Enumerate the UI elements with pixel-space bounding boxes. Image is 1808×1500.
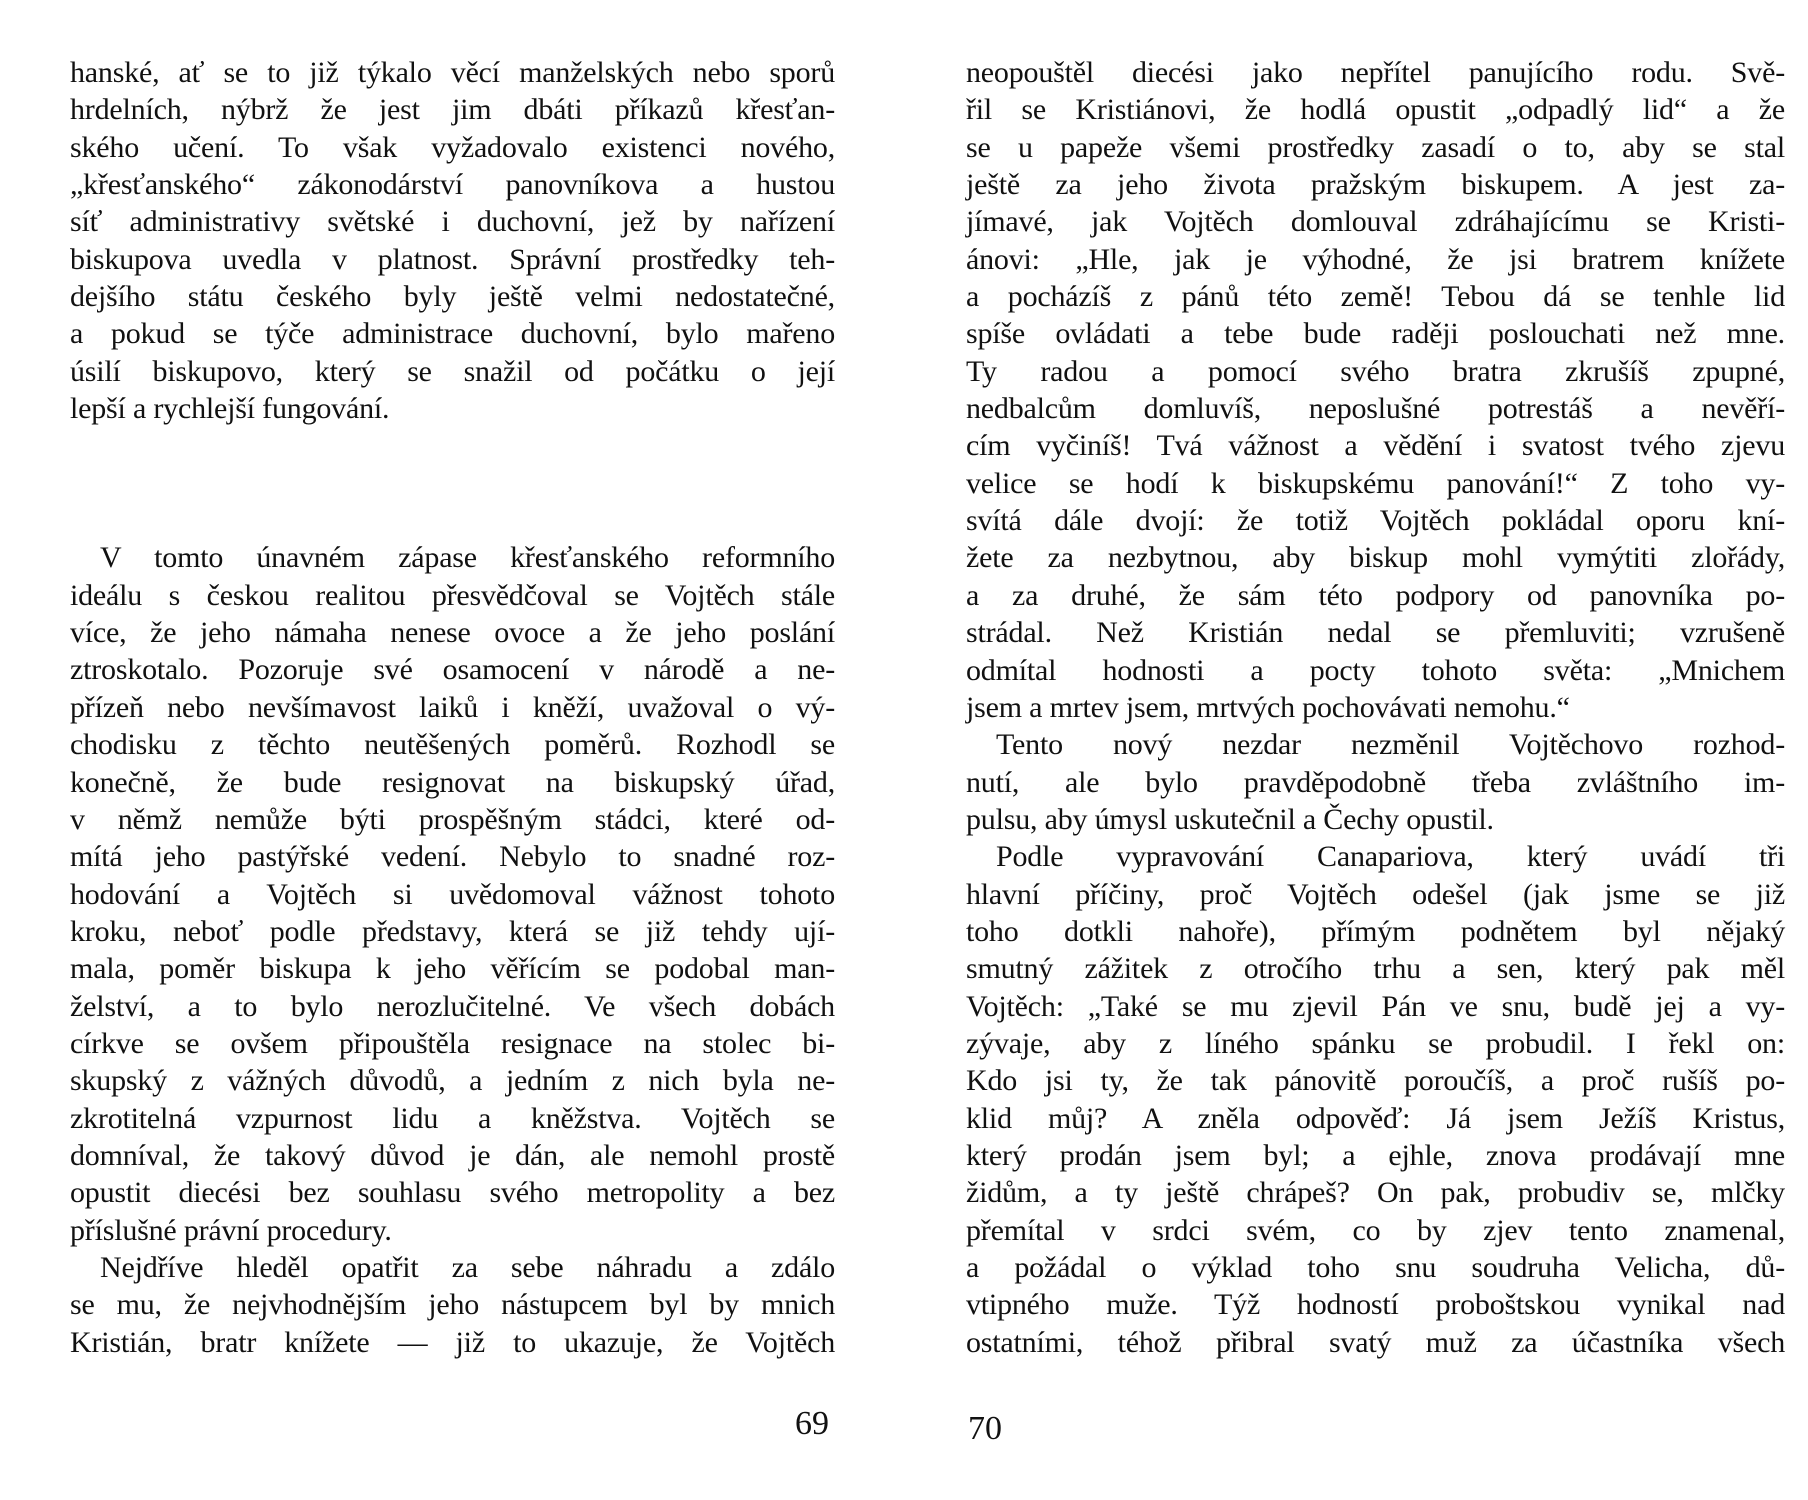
left-page-text (70, 54, 835, 1361)
text-line: Podle vypravování Canapariova, který uvádí tři (996, 840, 1785, 874)
text-line: příslušné právní procedury. (70, 1213, 392, 1247)
text-line: želství, a to bylo nerozlučitelné. Ve všech dobách (70, 989, 835, 1023)
text-line: klid můj? A zněla odpověď: Já jsem Ježíš Kristus, (966, 1101, 1785, 1135)
text-line: skupský z vážných důvodů, a jedním z nich byla ne- (70, 1064, 835, 1098)
text-line: ztroskotalo. Pozoruje své osamocení v národě a ne- (70, 653, 835, 687)
text-line: v němž nemůže býti prospěšným stádci, které od- (70, 802, 835, 836)
text-line: a požádal o výklad toho snu soudruha Velicha, dů- (966, 1251, 1785, 1284)
text-line: jímavé, jak Vojtěch domlouval zdráhajícímu se Kristi- (966, 205, 1785, 239)
text-line: chodisku z těchto neutěšených poměrů. Rozhodl se (70, 728, 835, 762)
text-line: pulsu, aby úmysl uskutečnil a Čechy opustil. (966, 802, 1494, 836)
text-line: spíše ovládati a tebe bude raději poslouchati než mne. (966, 317, 1785, 351)
text-line: nutí, ale bylo pravděpodobně třeba zvláštního im- (966, 765, 1785, 799)
text-line: vtipného muže. Týž hodností proboštskou vynikal nad (966, 1288, 1785, 1322)
text-line: Kdo jsi ty, že tak pánovitě poroučíš, a proč rušíš po- (966, 1064, 1785, 1098)
text-line: přízeň nebo nevšímavost laiků i kněží, uvažoval o vý- (70, 690, 835, 724)
text-line: Nejdříve hleděl opatřit za sebe náhradu a zdálo (100, 1250, 835, 1284)
text-line: smutný zážitek z otročího trhu a sen, který pak měl (966, 952, 1785, 986)
text-line: se u papeže všemi prostředky zasadí o to, aby se stal (966, 130, 1785, 164)
text-line: úsilí biskupovo, který se snažil od počátku o její (70, 354, 835, 388)
text-line: ského učení. To však vyžadovalo existenci nového, (70, 130, 835, 164)
text-line: přemítal v srdci svém, co by zjev tento znamenal, (966, 1213, 1785, 1247)
page-number-left: 69 (795, 1405, 829, 1442)
text-line: ještě za jeho života pražským biskupem. A jest za- (966, 168, 1785, 202)
text-line: Kristián, bratr knížete — již to ukazuje, že Vojtěch (70, 1325, 835, 1359)
text-line: V tomto únavném zápase křesťanského reformního (100, 541, 835, 575)
text-line: hrdelních, nýbrž že jest jim dbáti příkazů křesťan- (70, 93, 835, 127)
text-line: Vojtěch: „Také se mu zjevil Pán ve snu, budě jej a vy- (966, 989, 1785, 1023)
text-line: zývaje, aby z líného spánku se probudil. I řekl on: (966, 1026, 1785, 1060)
text-line: ánovi: „Hle, jak je výhodné, že jsi bratrem knížete (966, 242, 1785, 276)
page-number-right: 70 (968, 1410, 1002, 1447)
text-line: hanské, ať se to již týkalo věcí manželských nebo sporů (70, 56, 835, 89)
text-line: síť administrativy světské i duchovní, jež by nařízení (70, 205, 835, 239)
text-line: zkrotitelná vzpurnost lidu a kněžstva. Vojtěch se (70, 1101, 835, 1135)
text-line: biskupova uvedla v platnost. Správní prostředky teh- (70, 242, 835, 276)
text-line: svítá dále dvojí: že totiž Vojtěch pokládal oporu kní- (966, 504, 1785, 538)
text-line: „křesťanského“ zákonodárství panovníkova a hustou (70, 168, 835, 202)
text-line: neopouštěl diecési jako nepřítel panujícího rodu. Svě- (966, 56, 1785, 89)
text-line: Tento nový nezdar nezměnil Vojtěchovo rozhod- (996, 728, 1785, 762)
text-line: velice se hodí k biskupskému panování!“ Z toho vy- (966, 466, 1785, 500)
text-line: nedbalcům domluvíš, neposlušné potrestáš a nevěří- (966, 392, 1785, 426)
text-line: žete za nezbytnou, aby biskup mohl vymýtiti zlořády, (966, 541, 1785, 575)
text-line: ostatními, téhož přibral svatý muž za účastníka všech (966, 1325, 1785, 1359)
text-line: konečně, že bude resignovat na biskupský úřad, (70, 765, 835, 799)
text-line: řil se Kristiánovi, že hodlá opustit „odpadlý lid“ a že (966, 93, 1785, 127)
text-line: opustit diecési bez souhlasu svého metropolity a bez (70, 1176, 835, 1210)
text-line: který prodán jsem byl; a ejhle, znova prodávají mne (966, 1138, 1785, 1172)
text-line: jsem a mrtev jsem, mrtvých pochovávati nemohu.“ (966, 690, 1570, 724)
text-line: židům, a ty ještě chrápeš? On pak, probudiv se, mlčky (966, 1176, 1785, 1210)
right-page-text (966, 54, 1785, 1361)
text-line: domníval, že takový důvod je dán, ale nemohl prostě (70, 1138, 835, 1172)
text-line: hlavní příčiny, proč Vojtěch odešel (jak jsme se již (966, 877, 1785, 911)
text-line: odmítal hodnosti a pocty tohoto světa: „Mnichem (966, 653, 1785, 687)
text-line: strádal. Než Kristián nedal se přemluviti; vzrušeně (966, 616, 1785, 650)
text-line: dejšího státu českého byly ještě velmi nedostatečné, (70, 280, 835, 314)
section-gap (70, 427, 835, 539)
text-line: mítá jeho pastýřské vedení. Nebylo to snadné roz- (70, 840, 835, 874)
text-line: více, že jeho námaha nenese ovoce a že jeho poslání (70, 616, 835, 650)
text-line: cím vyčiníš! Tvá vážnost a vědění i svatost tvého zjevu (966, 429, 1785, 463)
text-line: kroku, neboť podle představy, která se již tehdy ují- (70, 914, 835, 948)
text-line: církve se ovšem připouštěla resignace na stolec bi- (70, 1026, 835, 1060)
text-line: se mu, že nejvhodnějším jeho nástupcem byl by mnich (70, 1288, 835, 1322)
text-line: mala, poměr biskupa k jeho věřícím se podobal man- (70, 952, 835, 986)
text-line: toho dotkli nahoře), přímým podnětem byl nějaký (966, 914, 1785, 948)
text-line: a za druhé, že sám této podpory od panovníka po- (966, 578, 1785, 612)
text-line: ideálu s českou realitou přesvědčoval se Vojtěch stále (70, 578, 835, 612)
text-line: a pokud se týče administrace duchovní, bylo mařeno (70, 317, 835, 351)
text-line: lepší a rychlejší fungování. (70, 392, 390, 426)
text-line: a pocházíš z pánů této země! Tebou dá se tenhle lid (966, 280, 1785, 314)
text-line: Ty radou a pomocí svého bratra zkrušíš zpupné, (966, 354, 1785, 388)
text-line: hodování a Vojtěch si uvědomoval vážnost tohoto (70, 877, 835, 911)
